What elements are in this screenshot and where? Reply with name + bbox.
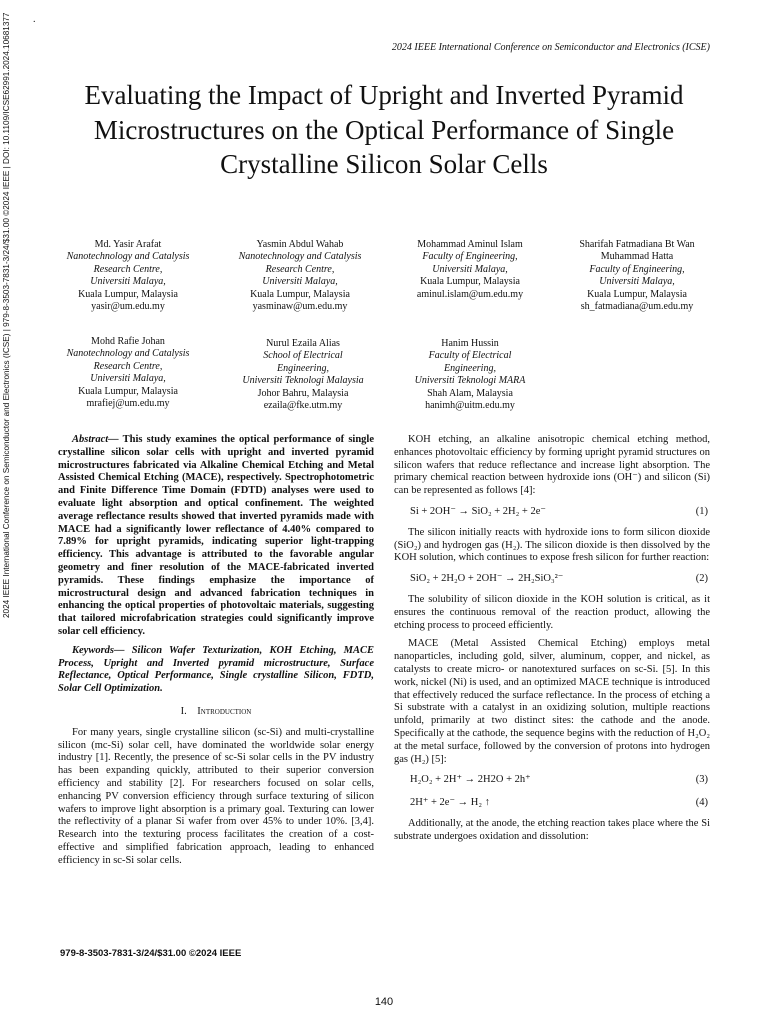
author-name: Mohammad Aminul Islam [417, 239, 523, 250]
author-block [560, 239, 714, 313]
keywords-label: Keywords— [72, 644, 125, 656]
author-affiliation: Research Centre, [93, 263, 163, 275]
author-block [216, 338, 390, 412]
page-number: 140 [374, 996, 394, 1008]
author-email: yasir@um.edu.my [91, 301, 165, 313]
equation-number: (3) [695, 774, 708, 786]
author-block [44, 336, 212, 410]
abstract-text: This study examines the optical performance of single crystalline silicon solar cells with upright and inverted pyramid microstructures fabricated via Alkaline Chemical Etching and Metal Assisted Chemical Etching (MACE), respectively. Spectrophotometric and Finite Difference Time Domain (FDTD) analyses were used to evaluate light absorption and optical confinement. The weighted average reflectance results showed that inverted pyramids made with MACE had a significantly lower reflectance of 4.40% compared to 7.89% for upright pyramids, indicating superior light-trapping efficiency. This advantage is attributed to the favorable angular geometry and finer resolution of the MACE-fabricated inverted pyramids. These findings emphasize the importance of microstructural design and advanced fabrication techniques in enhancing the optical properties of photovoltaic materials, suggesting that tailored microfabrication strategies could significantly improve solar cell efficiency. [58, 434, 374, 637]
equation-body: Si + 2OH⁻ → SiO₂ + 2H₂ + 2e⁻ [410, 505, 546, 517]
author-name: Md. Yasir Arafat [94, 239, 162, 250]
author-affiliation: Faculty of Engineering, [589, 263, 685, 275]
author-block [216, 239, 384, 313]
author-affiliation: Engineering, [444, 362, 496, 374]
footer-isbn: 979-8-3503-7831-3/24/$31.00 ©2024 IEEE [60, 948, 242, 959]
left-column [58, 434, 374, 874]
author-city: Kuala Lumpur, Malaysia [587, 288, 687, 300]
author-affiliation: Universiti Teknologi MARA [414, 375, 526, 387]
author-affiliation: Faculty of Engineering, [422, 251, 518, 263]
author-affiliation: Universiti Malaya, [262, 276, 338, 288]
paragraph: The solubility of silicon dioxide in the KOH solution is critical, as it ensures the continuous removal of the reaction product, allowing the etching process to proceed efficiently. [394, 593, 710, 631]
section-heading [58, 706, 374, 719]
section-number: I. [180, 705, 187, 717]
equation-number: (1) [695, 505, 708, 517]
author-email: ezaila@fke.utm.my [263, 400, 343, 412]
equation-number: (4) [695, 797, 708, 809]
author-affiliation: Universiti Malaya, [432, 263, 508, 275]
author-block [44, 239, 212, 313]
author-name: Yasmin Abdul Wahab [256, 239, 344, 250]
author-affiliation: Universiti Malaya, [90, 373, 166, 385]
author-block [386, 338, 554, 412]
author-affiliation: Engineering, [277, 362, 329, 374]
author-email: sh_fatmadiana@um.edu.my [580, 301, 694, 313]
author-city: Kuala Lumpur, Malaysia [420, 276, 520, 288]
conference-header: 2024 IEEE International Conference on Semiconductor and Electronics (ICSE) [391, 42, 710, 53]
keywords-text: Silicon Wafer Texturization, KOH Etching, MACE Process, Upright and Inverted pyramid microstructure, Surface Reflectance, Optical Performance, Single crystalline Silicon, FDTD, Solar Cell Optimization. [58, 644, 374, 695]
intro-paragraph: For many years, single crystalline silicon (sc-Si) and multi-crystalline silicon (mc-Si) solar cell, have dominated the worldwide solar energy industry [1]. Recently, the presence of sc-Si solar cells in the PV industry has been expanding quickly, attributed to their superior conversion efficiency and stability [2]. For researchers focused on solar cells, enhancing PV conversion efficiency through surface texturing of silicon wafers to improve light absorption is a primary goal. Texturing can lower the reflectivity of a planar Si wafer from over 45% to under 10%. [3,4]. Research into the texturing process facilitates the creation of a cost-effective and simplified fabrication approach, leading to enhanced efficiency in sc-Si solar cells. [58, 726, 374, 866]
author-affiliation: Faculty of Electrical [428, 350, 512, 362]
right-column [394, 434, 710, 850]
author-city: Kuala Lumpur, Malaysia [250, 288, 350, 300]
author-email: mrafiej@um.edu.my [86, 398, 170, 410]
sidebar-citation-text: 2024 IEEE International Conference on Semiconductor and Electronics (ICSE) | 979-8-3503-7831-3/24/$31.00 ©2024 IEEE | DOI: 10.1109/ICSE62991.2024.10681377 [2, 12, 11, 618]
author-block [386, 239, 554, 301]
abstract [58, 434, 374, 639]
equation-body: 2H⁺ + 2e⁻ → H₂ ↑ [410, 797, 490, 809]
author-name: Sharifah Fatmadiana Bt Wan Muhammad Hatta [579, 239, 695, 263]
paragraph: MACE (Metal Assisted Chemical Etching) employs metal nanoparticles, including gold, silver, aluminum, copper, and nickel, as catalysts to create micro- or nanotextured surfaces on sc-Si. [5]. In this work, nickel (Ni) is used, and an optimized MACE technique is introduced that effectively reduced the surface reflectance. In the process of etching a Si substrate with a catalyst in an oxidizing solution, multiple reactions unfold, primarily at two distinct sites: the cathode and the anode. Specifically at the cathode, the sequence begins with the reduction of H₂O₂ at the metal surface, followed by the conversion of protons into hydrogen gas (H₂) [5]: [394, 638, 710, 765]
paragraph: Additionally, at the anode, the etching reaction takes place where the Si substrate undergoes oxidation and dissolution: [394, 817, 710, 842]
paper-title: Evaluating the Impact of Upright and Inverted Pyramid Microstructures on the Optical Performance of Single Crystalline Silicon Solar Cells [84, 80, 684, 179]
author-affiliation: Nanotechnology and Catalysis [238, 251, 362, 263]
author-city: Kuala Lumpur, Malaysia [78, 385, 178, 397]
keywords [58, 645, 374, 696]
author-name: Hanim Hussin [441, 338, 499, 349]
equation-4 [394, 795, 710, 812]
author-city: Kuala Lumpur, Malaysia [78, 288, 178, 300]
author-email: yasminaw@um.edu.my [252, 301, 348, 313]
author-name: Mohd Rafie Johan [91, 336, 165, 347]
equation-3 [394, 772, 710, 789]
equation-2 [394, 571, 710, 588]
author-affiliation: Nanotechnology and Catalysis [66, 251, 190, 263]
author-affiliation: Universiti Teknologi Malaysia [242, 375, 364, 387]
paragraph: The silicon initially reacts with hydroxide ions to form silicon dioxide (SiO₂) and hydrogen gas (H₂). The silicon dioxide is then dissolved by the KOH solution, which continues to expose fresh silicon for further reaction: [394, 526, 710, 564]
equation-number: (2) [695, 573, 708, 585]
author-affiliation: Universiti Malaya, [599, 276, 675, 288]
author-email: aminul.islam@um.edu.my [416, 288, 524, 300]
section-title: Introduction [197, 705, 252, 717]
author-email: hanimh@uitm.edu.my [425, 400, 515, 412]
abstract-label: Abstract— [72, 434, 119, 445]
author-affiliation: Research Centre, [265, 263, 335, 275]
author-affiliation: Research Centre, [93, 360, 163, 372]
author-affiliation: Nanotechnology and Catalysis [66, 348, 190, 360]
author-name: Nurul Ezaila Alias [266, 338, 340, 349]
equation-body: SiO₂ + 2H₂O + 2OH⁻ → 2H₂SiO₃²⁻ [410, 573, 564, 585]
author-affiliation: School of Electrical [263, 350, 343, 362]
equation-body: H₂O₂ + 2H⁺ → 2H2O + 2h⁺ [410, 774, 531, 786]
corner-mark: . [33, 14, 36, 25]
equation-1 [394, 504, 710, 521]
author-city: Shah Alam, Malaysia [427, 387, 513, 399]
paragraph: KOH etching, an alkaline anisotropic chemical etching method, enhances photovoltaic efficiency by forming upright pyramid structures on silicon wafers that reduce reflectance and increase light absorption. The primary chemical reaction between hydroxide ions (OH⁻) and silicon (Si) can be represented as follows [4]: [394, 434, 710, 497]
author-affiliation: Universiti Malaya, [90, 276, 166, 288]
author-city: Johor Bahru, Malaysia [257, 387, 349, 399]
